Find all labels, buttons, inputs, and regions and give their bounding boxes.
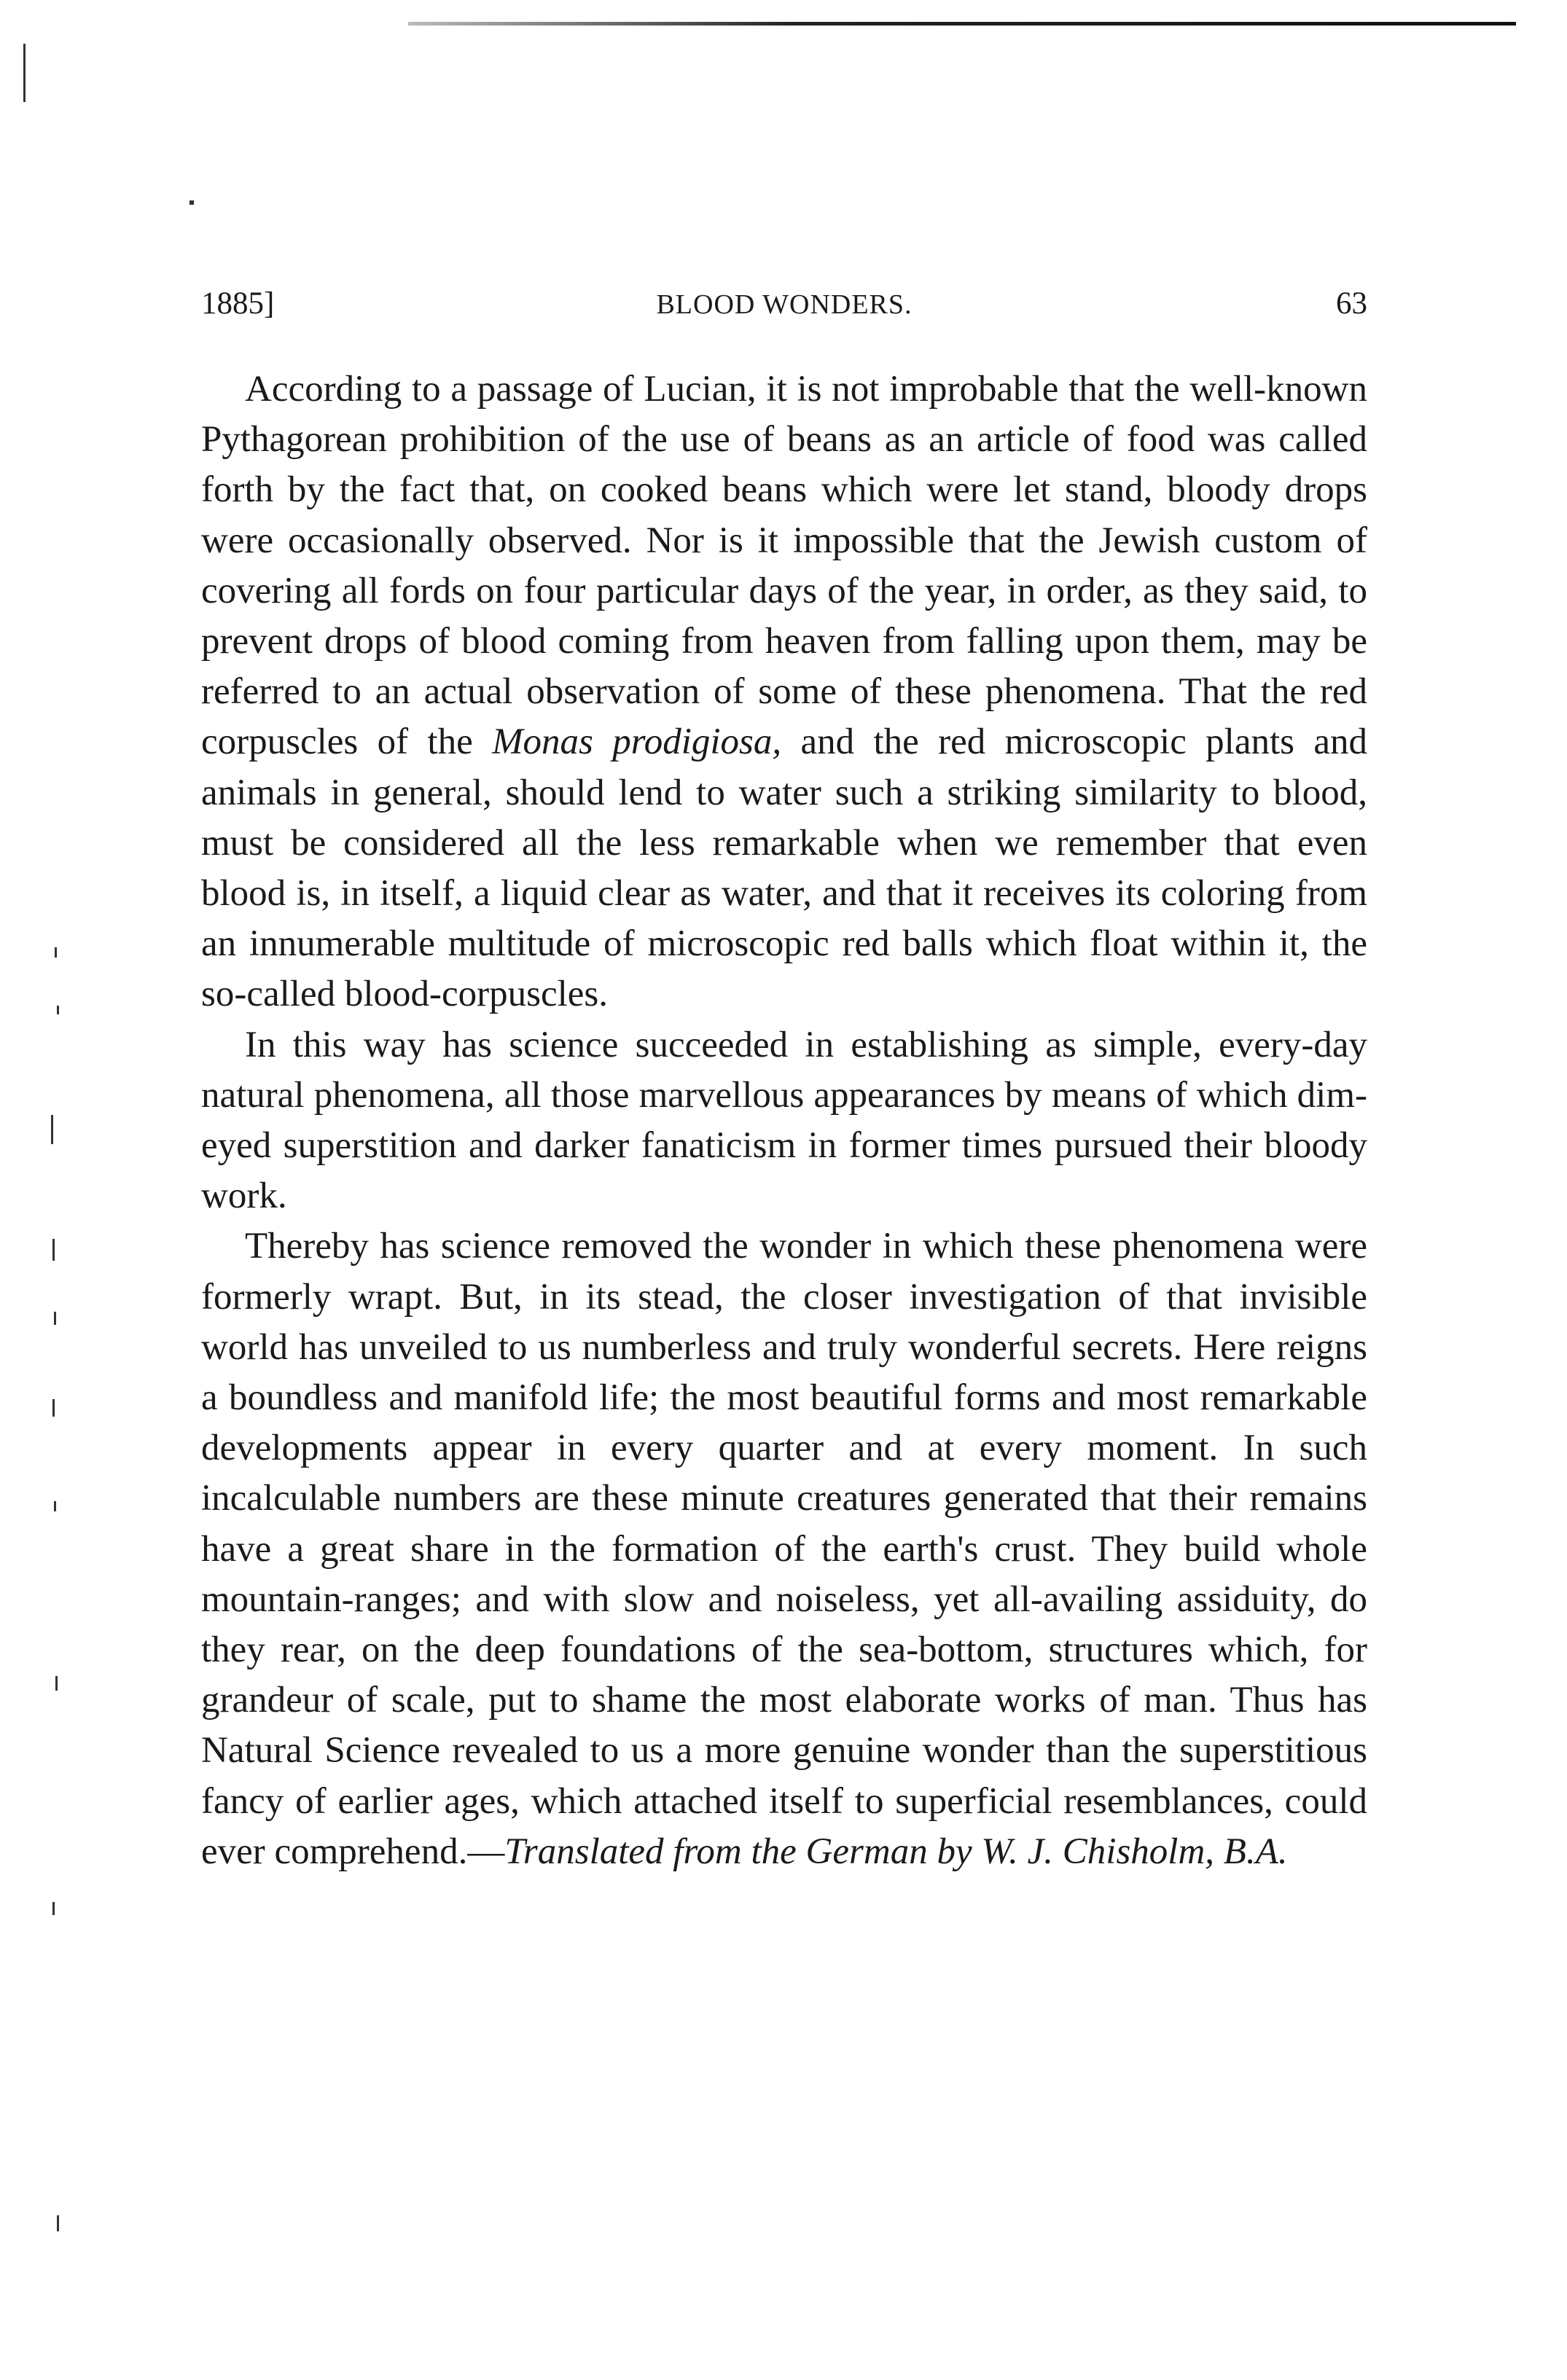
paragraph-1-text-a: According to a passage of Lucian, it is not improbable that the well-known Pythagorean prohibition of the use of beans as an article of food was called forth by the fact that, on cooked beans which were let stand, bloody drops were occasionally observed. Nor is it impossible that the Jewish custom of covering all fords on four particular days of the year, in order, as they said, to prevent drops of blood coming from heaven from falling upon them, may be referred to an actual observation of some of these phenomena. That the red corpuscles of the [201, 369, 1367, 763]
header-title: BLOOD WONDERS. [656, 289, 913, 320]
margin-specks [0, 0, 117, 2380]
paragraph-1 [201, 364, 1367, 1020]
top-rule [408, 22, 1516, 26]
header-year: 1885] [201, 286, 275, 321]
article-body [201, 364, 1367, 1877]
paragraph-2 [201, 1020, 1367, 1222]
paragraph-1-italic-term: Monas prodigiosa, [492, 721, 782, 763]
paragraph-2-text: In this way has science succeeded in establishing as simple, every-day natural phenomena, all those marvellous appearances by means of which dim-eyed superstition and darker fanaticism in former times pursued their bloody work. [201, 1024, 1367, 1217]
paragraph-3-text: Thereby has science removed the wonder in which these phenomena were formerly wrapt. But, in its stead, the closer investigation of that invisible world has unveiled to us numberless and truly wonderful secrets. Here reigns a boundless and manifold life; the most beautiful forms and most remarkable developments appear in every quarter and at every moment. In such incalculable numbers are these minute creatures generated that their remains have a great share in the formation of the earth's crust. They build whole mountain-ranges; and with slow and noiseless, yet all-availing assiduity, do they rear, on the deep foundations of the sea-bottom, structures which, for grandeur of scale, put to shame the most elaborate works of man. Thus has Natural Science revealed to us a more genuine wonder than the superstitious fancy of earlier ages, which attached itself to superficial resemblances, could ever comprehend.— [201, 1226, 1367, 1872]
running-header [201, 286, 1367, 337]
translation-credit: Translated from the German by W. J. Chisholm, B.A. [504, 1831, 1288, 1872]
paragraph-3 [201, 1221, 1367, 1877]
paragraph-1-text-b: and the red microscopic plants and animals in general, should lend to water such a striking similarity to blood, must be considered all the less remarkable when we remember that even blood is, in itself, a liquid clear as water, and that it receives its coloring from an innumerable multitude of microscopic red balls which float within it, the so-called blood-corpuscles. [201, 721, 1367, 1015]
page-number: 63 [1336, 286, 1367, 321]
